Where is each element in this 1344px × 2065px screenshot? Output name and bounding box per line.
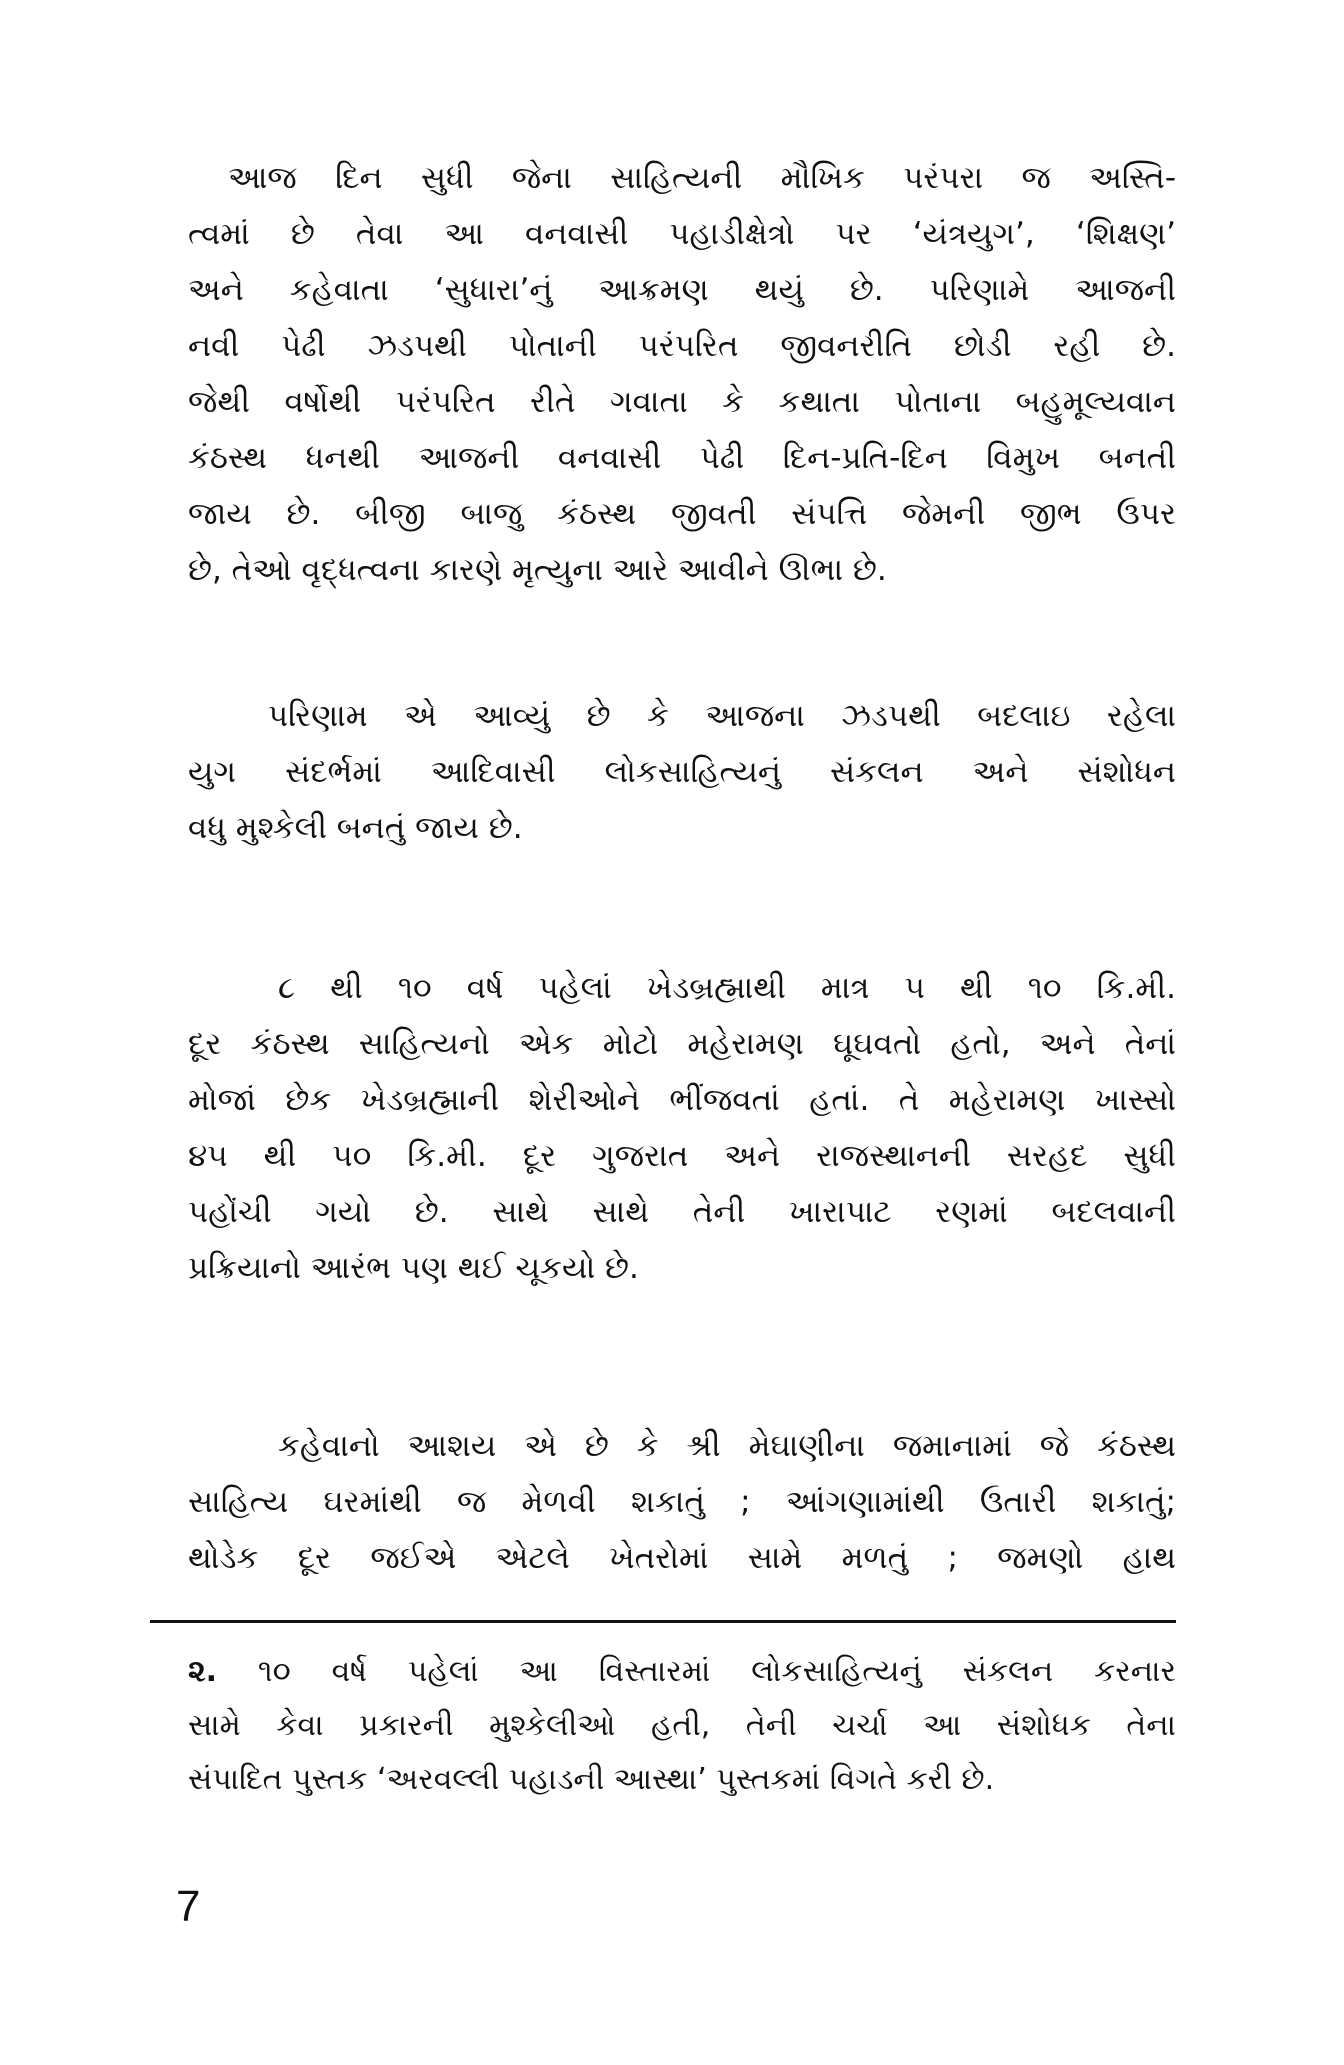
footnote-text: ૧૦ વર્ષ પહેલાં આ વિસ્તારમાં લોકસાહિત્યનું સંકલન કરનાર: [257, 1654, 1176, 1689]
paragraph-2: [188, 688, 1176, 856]
text-line: પહોંચી ગયો છે. સાથે સાથે તેની ખારાપાટ રણમાં બદલવાની: [188, 1194, 1176, 1230]
text-line: જાય છે. બીજી બાજુ કંઠસ્થ જીવતી સંપત્તિ જેમની જીભ ઉપર: [188, 496, 1176, 532]
text-line: પરિણામ એ આવ્યું છે કે આજના ઝડપથી બદલાઇ રહેલા: [268, 698, 1176, 734]
paragraph-3: [188, 960, 1176, 1296]
footnote-divider: [150, 1620, 1176, 1623]
text-line: વધુ મુશ્કેલી બનતું જાય છે.: [188, 810, 523, 846]
text-line: આજ દિન સુધી જેના સાહિત્યની મૌખિક પરંપરા જ અસ્તિ-: [228, 160, 1176, 196]
text-line: છે, તેઓ વૃદ્ધત્વના કારણે મૃત્યુના આરે આવીને ઊભા છે.: [188, 552, 887, 588]
paragraph-1: [188, 150, 1176, 598]
page-number: 7: [176, 1882, 201, 1931]
text-line: થોડેક દૂર જઈએ એટલે ખેતરોમાં સામે મળતું ; જમણો હાથ: [188, 1540, 1176, 1576]
text-line: પ્રક્રિયાનો આરંભ પણ થઈ ચૂકયો છે.: [188, 1250, 639, 1286]
text-line: ૪૫ થી ૫૦ કિ.મી. દૂર ગુજરાત અને રાજસ્થાનની સરહદ સુધી: [188, 1138, 1176, 1174]
text-line: મોજાં છેક ખેડબ્રહ્માની શેરીઓને ભીંજવતાં હતાં. તે મહેરામણ ખાસ્સો: [188, 1082, 1176, 1118]
footnote-line: સંપાદિત પુસ્તક ‘અરવલ્લી પહાડની આસ્થા’ પુસ્તકમાં વિગતે કરી છે.: [188, 1762, 995, 1797]
text-line: જેથી વર્ષોથી પરંપરિત રીતે ગવાતા કે કથાતા પોતાના બહુમૂલ્યવાન: [188, 384, 1176, 420]
footnote-line: [188, 1645, 1176, 1699]
text-line: નવી પેઢી ઝડપથી પોતાની પરંપરિત જીવનરીતિ છોડી રહી છે.: [188, 328, 1176, 364]
footnote: [188, 1645, 1176, 1807]
text-line: ત્વમાં છે તેવા આ વનવાસી પહાડીક્ષેત્રો પર ‘યંત્રયુગ’, ‘શિક્ષણ’: [188, 216, 1176, 252]
text-line: સાહિત્ય ઘરમાંથી જ મેળવી શકાતું ; આંગણામાંથી ઉતારી શકાતું;: [188, 1484, 1176, 1520]
footnote-line: સામે કેવા પ્રકારની મુશ્કેલીઓ હતી, તેની ચર્ચા આ સંશોધક તેના: [188, 1708, 1176, 1743]
paragraph-4: [188, 1418, 1176, 1586]
text-line: અને કહેવાતા ‘સુધારા’નું આક્રમણ થયું છે. પરિણામે આજની: [188, 272, 1176, 308]
text-line: કંઠસ્થ ધનથી આજની વનવાસી પેઢી દિન-પ્રતિ-દિન વિમુખ બનતી: [188, 440, 1176, 476]
text-line: ૮ થી ૧૦ વર્ષ પહેલાં ખેડબ્રહ્માથી માત્ર ૫ થી ૧૦ કિ.મી.: [278, 970, 1176, 1006]
footnote-marker: ૨.: [188, 1654, 218, 1689]
text-line: કહેવાનો આશય એ છે કે શ્રી મેઘાણીના જમાનામાં જે કંઠસ્થ: [278, 1428, 1176, 1464]
text-line: યુગ સંદર્ભમાં આદિવાસી લોકસાહિત્યનું સંકલન અને સંશોધન: [188, 754, 1176, 790]
text-line: દૂર કંઠસ્થ સાહિત્યનો એક મોટો મહેરામણ ઘૂઘવતો હતો, અને તેનાં: [188, 1026, 1176, 1062]
